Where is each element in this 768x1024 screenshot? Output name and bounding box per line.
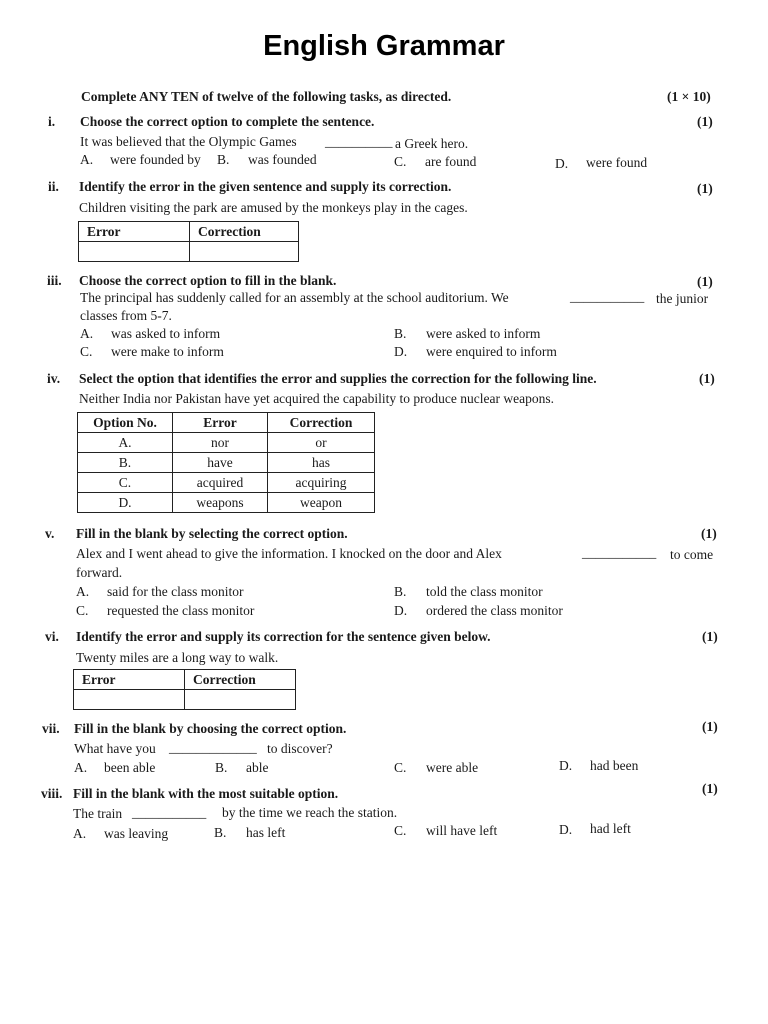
q4-row-d-option: D. <box>78 493 173 513</box>
q3-option-d: were enquired to inform <box>426 344 557 359</box>
page-title: English Grammar <box>263 30 505 62</box>
q7-option-b-letter: B. <box>215 760 228 775</box>
q6-error-header: Error <box>74 670 185 690</box>
q2-error-header: Error <box>79 222 190 242</box>
q7-option-b: able <box>246 760 269 775</box>
q3-stem-a: The principal has suddenly called for an assembly at the school auditorium. We <box>80 290 509 305</box>
q5-option-c: requested the class monitor <box>107 603 255 618</box>
q3-stem-c: classes from 5-7. <box>80 308 172 323</box>
q8-prompt: Fill in the blank with the most suitable option. <box>73 786 339 801</box>
q5-number: v. <box>45 526 55 541</box>
q7-option-d-letter: D. <box>559 758 573 773</box>
q4-header-error: Error <box>173 413 268 433</box>
q8-option-b-letter: B. <box>214 825 227 840</box>
q7-option-a-letter: A. <box>74 760 88 775</box>
q7-option-c-letter: C. <box>394 760 407 775</box>
q2-correction-header: Correction <box>190 222 299 242</box>
q8-marks: (1) <box>702 781 718 796</box>
q1-prompt: Choose the correct option to complete the sentence. <box>80 114 375 129</box>
q1-stem-a: It was believed that the Olympic Games <box>80 134 297 149</box>
q4-row-a-option: A. <box>78 433 173 453</box>
q5-stem-b: to come <box>670 547 714 562</box>
q4-row-b-error: have <box>173 453 268 473</box>
q3-option-d-letter: D. <box>394 344 408 359</box>
table-row <box>78 453 375 473</box>
q6-prompt: Identify the error and supply its correction for the sentence given below. <box>76 629 491 644</box>
q5-stem-c: forward. <box>76 565 123 580</box>
q7-blank: _____________ <box>169 740 257 755</box>
q3-option-a: was asked to inform <box>111 326 221 341</box>
q5-option-d: ordered the class monitor <box>426 603 563 618</box>
q1-option-a-letter: A. <box>80 152 94 167</box>
q6-correction-header: Correction <box>185 670 296 690</box>
q3-option-c: were make to inform <box>111 344 224 359</box>
q5-option-b: told the class monitor <box>426 584 543 599</box>
q2-number: ii. <box>48 179 59 194</box>
q1-option-c: are found <box>425 154 477 169</box>
q4-prompt: Select the option that identifies the error and supplies the correction for the following line. <box>79 371 597 386</box>
q2-marks: (1) <box>697 181 713 196</box>
q2-sentence: Children visiting the park are amused by the monkeys play in the cages. <box>79 200 468 215</box>
q1-option-d-letter: D. <box>555 156 569 171</box>
q1-option-b-letter: B. <box>217 152 230 167</box>
q7-prompt: Fill in the blank by choosing the correct option. <box>74 721 347 736</box>
q5-stem-a: Alex and I went ahead to give the information. I knocked on the door and Alex <box>76 546 502 561</box>
q4-row-a-correction: or <box>268 433 375 453</box>
q2-prompt: Identify the error in the given sentence and supply its correction. <box>79 179 452 194</box>
q3-option-b: were asked to inform <box>426 326 541 341</box>
q6-correction-cell[interactable] <box>185 690 296 710</box>
q8-blank: ___________ <box>132 805 207 820</box>
q3-prompt: Choose the correct option to fill in the blank. <box>79 273 337 288</box>
q6-marks: (1) <box>702 629 718 644</box>
q1-option-c-letter: C. <box>394 154 407 169</box>
q4-number: iv. <box>47 371 61 386</box>
q6-answer-table <box>73 669 296 710</box>
q7-stem-b: to discover? <box>267 741 333 756</box>
q4-sentence: Neither India nor Pakistan have yet acquired the capability to produce nuclear weapons. <box>79 391 554 406</box>
q8-stem-a: The train <box>73 806 123 821</box>
table-row <box>78 433 375 453</box>
total-marks: (1 × 10) <box>667 89 711 104</box>
table-row <box>78 473 375 493</box>
q3-blank: ___________ <box>570 289 645 304</box>
q5-option-d-letter: D. <box>394 603 408 618</box>
q8-option-d: had left <box>590 821 631 836</box>
q2-correction-cell[interactable] <box>190 242 299 262</box>
q8-option-d-letter: D. <box>559 822 573 837</box>
q7-stem-a: What have you <box>74 741 156 756</box>
q7-option-c: were able <box>426 760 479 775</box>
q7-option-d: had been <box>590 758 639 773</box>
q5-prompt: Fill in the blank by selecting the correct option. <box>76 526 348 541</box>
q5-option-a: said for the class monitor <box>107 584 244 599</box>
q3-marks: (1) <box>697 274 713 289</box>
q5-option-a-letter: A. <box>76 584 90 599</box>
q1-option-b: was founded <box>248 152 317 167</box>
q4-header-option: Option No. <box>78 413 173 433</box>
q3-option-c-letter: C. <box>80 344 93 359</box>
q1-option-d: were found <box>586 155 648 170</box>
q3-stem-b: the junior <box>656 291 709 306</box>
q5-option-b-letter: B. <box>394 584 407 599</box>
table-row <box>78 493 375 513</box>
q4-row-b-correction: has <box>268 453 375 473</box>
q1-marks: (1) <box>697 114 713 129</box>
q6-number: vi. <box>45 629 59 644</box>
q6-sentence: Twenty miles are a long way to walk. <box>76 650 279 665</box>
q5-blank: ___________ <box>582 545 657 560</box>
q2-error-cell[interactable] <box>79 242 190 262</box>
q8-option-c-letter: C. <box>394 823 407 838</box>
q3-option-a-letter: A. <box>80 326 94 341</box>
q4-row-d-error: weapons <box>173 493 268 513</box>
q8-option-c: will have left <box>426 823 498 838</box>
q4-row-c-correction: acquiring <box>268 473 375 493</box>
q6-error-cell[interactable] <box>74 690 185 710</box>
q5-option-c-letter: C. <box>76 603 89 618</box>
q8-number: viii. <box>41 786 63 801</box>
q4-row-d-correction: weapon <box>268 493 375 513</box>
q4-marks: (1) <box>699 371 715 386</box>
q8-option-a: was leaving <box>104 826 169 841</box>
q4-options-table <box>77 412 375 513</box>
instruction: Complete ANY TEN of twelve of the following tasks, as directed. <box>81 89 452 104</box>
q8-option-a-letter: A. <box>73 826 87 841</box>
q2-answer-table <box>78 221 299 262</box>
q3-option-b-letter: B. <box>394 326 407 341</box>
q1-stem-b: a Greek hero. <box>395 136 469 151</box>
q4-row-b-option: B. <box>78 453 173 473</box>
q4-header-correction: Correction <box>268 413 375 433</box>
q7-number: vii. <box>42 721 60 736</box>
q8-option-b: has left <box>246 825 286 840</box>
q7-marks: (1) <box>702 719 718 734</box>
q4-row-c-option: C. <box>78 473 173 493</box>
q5-marks: (1) <box>701 526 717 541</box>
q1-blank: __________ <box>325 134 393 149</box>
q4-row-c-error: acquired <box>173 473 268 493</box>
q7-option-a: been able <box>104 760 156 775</box>
q1-option-a: were founded by <box>110 152 201 167</box>
q1-number: i. <box>48 114 56 129</box>
q3-number: iii. <box>47 273 62 288</box>
q4-row-a-error: nor <box>173 433 268 453</box>
q8-stem-b: by the time we reach the station. <box>222 805 398 820</box>
